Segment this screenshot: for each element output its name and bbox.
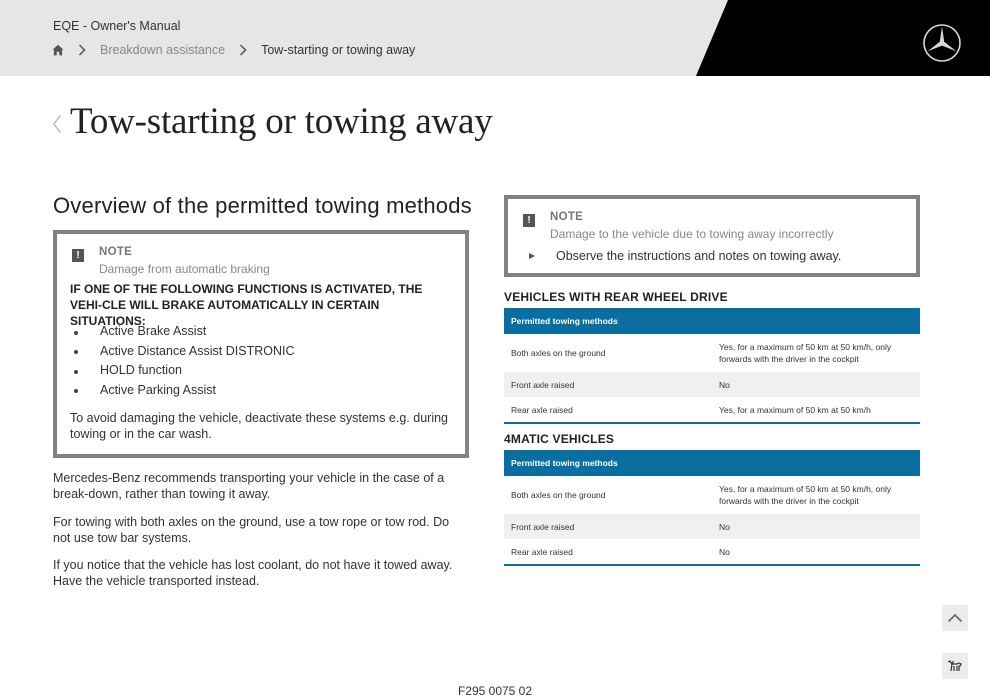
table-heading-4matic: 4MATIC VEHICLES xyxy=(504,432,615,446)
table-heading-rear-wheel-drive: VEHICLES WITH REAR WHEEL DRIVE xyxy=(504,290,728,304)
figure-code: F295 0075 02 xyxy=(457,684,533,698)
moose-icon xyxy=(947,660,963,672)
note-label: NOTE xyxy=(550,211,584,223)
page-title: Tow-starting or towing away xyxy=(70,101,493,142)
section-title: Overview of the permitted towing methods xyxy=(53,193,472,218)
table-row xyxy=(504,397,920,422)
table-row xyxy=(504,372,920,397)
breadcrumb-current: Tow-starting or towing away xyxy=(261,43,416,57)
home-icon[interactable] xyxy=(52,44,64,56)
table-cell-value: Yes, for a maximum of 50 km at 50 km/h, only forwards with the driver in the cockpit xyxy=(719,342,892,364)
mercedes-star-icon[interactable] xyxy=(922,23,962,63)
note-box-automatic-braking xyxy=(53,230,469,458)
table-header: Permitted towing methods xyxy=(504,308,920,334)
table-cell-method: Front axle raised xyxy=(511,521,575,532)
table-cell-value: No xyxy=(719,546,730,557)
towing-table-rear-wheel-drive xyxy=(504,308,920,424)
table-row xyxy=(504,514,920,539)
header xyxy=(0,0,990,76)
table-cell-method: Rear axle raised xyxy=(511,404,573,415)
table-cell-method: Both axles on the ground xyxy=(511,490,606,500)
note-warning-text: IF ONE OF THE FOLLOWING FUNCTIONS IS ACTIVATED, THE VEHI-CLE WILL BRAKE AUTOMATICALLY IN CERTAIN SITUATIONS: xyxy=(70,282,423,328)
table-header: Permitted towing methods xyxy=(504,450,920,476)
breadcrumb xyxy=(52,42,415,58)
function-list xyxy=(70,322,450,400)
chevron-right-icon xyxy=(239,44,247,56)
list-item: HOLD function xyxy=(70,361,450,381)
instruction-text: Observe the instructions and notes on towing away. xyxy=(556,249,842,263)
list-item: Active Distance Assist DISTRONIC xyxy=(70,342,450,362)
note-box-towing-incorrectly xyxy=(504,195,920,277)
table-cell-method: Rear axle raised xyxy=(511,546,573,557)
paragraph: Mercedes-Benz recommends transporting your vehicle in the case of a break-down, rather than towing it away. xyxy=(53,471,445,501)
note-advice-text: To avoid damaging the vehicle, deactivate these systems e.g. during towing or in the car wash. xyxy=(70,411,448,441)
chevron-right-icon xyxy=(78,44,86,56)
manual-title: EQE - Owner's Manual xyxy=(53,19,181,33)
paragraph: If you notice that the vehicle has lost coolant, do not have it towed away. Have the vehicle transported instead. xyxy=(53,558,453,588)
list-item: Active Parking Assist xyxy=(70,381,450,401)
scroll-to-top-button[interactable] xyxy=(942,605,968,631)
chevron-left-icon[interactable] xyxy=(52,114,62,139)
exclamation-icon: ! xyxy=(72,249,84,262)
towing-table-4matic xyxy=(504,450,920,566)
table-row xyxy=(504,539,920,564)
table-cell-value: No xyxy=(719,379,730,390)
feedback-button[interactable] xyxy=(942,653,968,679)
table-row xyxy=(504,334,920,372)
exclamation-icon: ! xyxy=(523,214,535,227)
triangle-right-icon xyxy=(529,253,535,259)
note-instruction xyxy=(529,249,841,263)
note-label: NOTE xyxy=(99,246,133,258)
table-cell-method: Front axle raised xyxy=(511,379,575,390)
note-subtitle: Damage to the vehicle due to towing away incorrectly xyxy=(550,227,834,241)
table-row xyxy=(504,476,920,514)
table-cell-value: Yes, for a maximum of 50 km at 50 km/h xyxy=(719,404,871,415)
breadcrumb-link-breakdown-assistance[interactable]: Breakdown assistance xyxy=(100,43,226,57)
chevron-up-icon xyxy=(947,613,963,623)
table-cell-value: No xyxy=(719,521,730,532)
note-subtitle: Damage from automatic braking xyxy=(99,262,270,276)
list-item: Active Brake Assist xyxy=(70,322,450,342)
paragraph: For towing with both axles on the ground, use a tow rope or tow rod. Do not use tow bar systems. xyxy=(53,515,450,545)
table-cell-value: Yes, for a maximum of 50 km at 50 km/h, only forwards with the driver in the cockpit xyxy=(719,484,892,506)
table-cell-method: Both axles on the ground xyxy=(511,348,606,358)
